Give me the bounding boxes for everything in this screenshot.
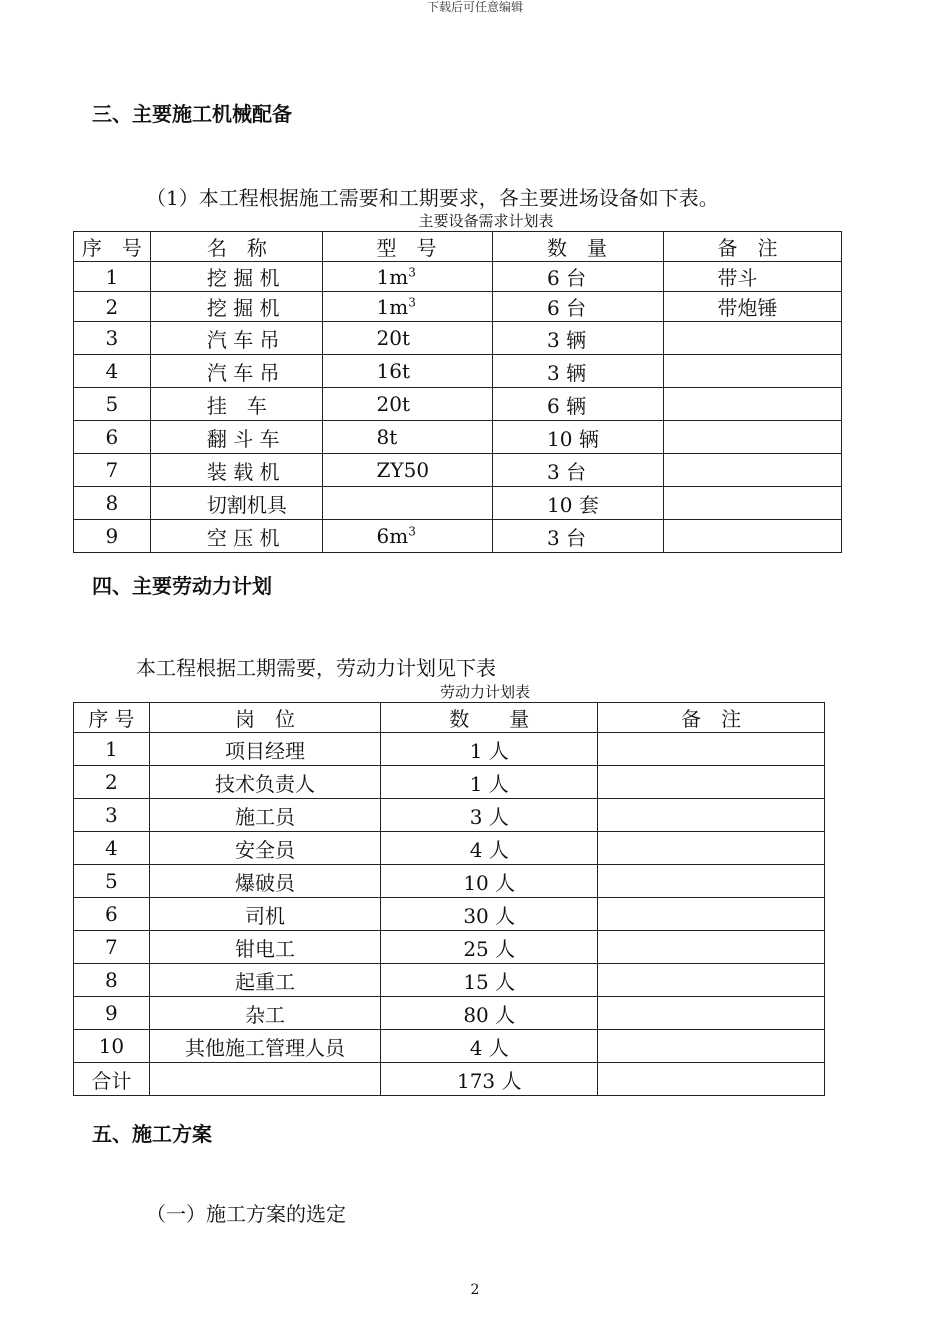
section-5-title: 五、施工方案 bbox=[92, 1122, 212, 1146]
table-row bbox=[74, 997, 825, 1030]
equipment-table-caption: 主要设备需求计划表 bbox=[418, 212, 554, 230]
table-row bbox=[74, 454, 842, 487]
cell-index: 7 bbox=[74, 931, 150, 964]
header-cell-index: 序 号 bbox=[74, 232, 151, 262]
cell-quantity: 3 台 bbox=[493, 454, 664, 487]
cell-index: 4 bbox=[74, 355, 151, 388]
cell-quantity: 30 人 bbox=[381, 898, 598, 931]
cell-index: 8 bbox=[74, 964, 150, 997]
cell-position: 其他施工管理人员 bbox=[149, 1030, 380, 1063]
equipment-table bbox=[73, 231, 842, 553]
table-row bbox=[74, 766, 825, 799]
cell-model: $1m^3$ bbox=[322, 262, 493, 292]
cell-model: 8t bbox=[322, 421, 493, 454]
labor-table bbox=[73, 702, 825, 1096]
section-3-intro: （1）本工程根据施工需要和工期要求，各主要进场设备如下表。 bbox=[146, 186, 719, 210]
header-cell-model: 型 号 bbox=[322, 232, 493, 262]
cell-index: 3 bbox=[74, 322, 151, 355]
header-cell-index: 序 号 bbox=[74, 703, 150, 733]
page-header-note: 下载后可任意编辑 bbox=[426, 0, 523, 14]
table-row bbox=[74, 388, 842, 421]
cell-remarks bbox=[598, 832, 825, 865]
cell-quantity: 4 人 bbox=[381, 832, 598, 865]
header-cell-name: 名 称 bbox=[150, 232, 322, 262]
cell-quantity: 3 辆 bbox=[493, 355, 664, 388]
table-row bbox=[74, 898, 825, 931]
cell-index: 9 bbox=[74, 520, 151, 553]
cell-quantity: 10 套 bbox=[493, 487, 664, 520]
table-row bbox=[74, 865, 825, 898]
cell-name: 切割机具 bbox=[150, 487, 322, 520]
cell-name: 汽 车 吊 bbox=[150, 355, 322, 388]
cell-quantity: 1 人 bbox=[381, 766, 598, 799]
table-header-row bbox=[74, 703, 825, 733]
table-row bbox=[74, 292, 842, 322]
cell-remarks bbox=[663, 421, 841, 454]
cell-index: 6 bbox=[74, 421, 151, 454]
table-row bbox=[74, 832, 825, 865]
table-row bbox=[74, 355, 842, 388]
cell-quantity: 4 人 bbox=[381, 1030, 598, 1063]
cell-index: 4 bbox=[74, 832, 150, 865]
cell-model: 16t bbox=[322, 355, 493, 388]
cell-model: $1m^3$ bbox=[322, 292, 493, 322]
cell-remarks bbox=[598, 1063, 825, 1096]
cell-position bbox=[149, 1063, 380, 1096]
cell-remarks bbox=[598, 766, 825, 799]
cell-name: 汽 车 吊 bbox=[150, 322, 322, 355]
cell-quantity: 25 人 bbox=[381, 931, 598, 964]
cell-position: 杂工 bbox=[149, 997, 380, 1030]
labor-table-caption: 劳动力计划表 bbox=[439, 683, 530, 701]
cell-quantity: 3 台 bbox=[493, 520, 664, 553]
cell-index: 7 bbox=[74, 454, 151, 487]
cell-index: 2 bbox=[74, 766, 150, 799]
cell-remarks: 带斗 bbox=[663, 262, 841, 292]
cell-remarks bbox=[598, 1030, 825, 1063]
header-cell-position: 岗 位 bbox=[149, 703, 380, 733]
table-row bbox=[74, 1030, 825, 1063]
table-row bbox=[74, 931, 825, 964]
cell-index: 10 bbox=[74, 1030, 150, 1063]
cell-remarks bbox=[598, 898, 825, 931]
cell-quantity: 1 人 bbox=[381, 733, 598, 766]
table-row bbox=[74, 520, 842, 553]
cell-position: 安全员 bbox=[149, 832, 380, 865]
cell-remarks bbox=[598, 931, 825, 964]
cell-quantity: 6 辆 bbox=[493, 388, 664, 421]
cell-model: 20t bbox=[322, 388, 493, 421]
cell-name: 空 压 机 bbox=[150, 520, 322, 553]
cell-quantity: 3 人 bbox=[381, 799, 598, 832]
cell-model: 20t bbox=[322, 322, 493, 355]
cell-quantity: 6 台 bbox=[493, 292, 664, 322]
cell-quantity: 15 人 bbox=[381, 964, 598, 997]
cell-position: 司机 bbox=[149, 898, 380, 931]
table-row bbox=[74, 262, 842, 292]
cell-index: 8 bbox=[74, 487, 151, 520]
cell-quantity: 10 辆 bbox=[493, 421, 664, 454]
section-4-title: 四、主要劳动力计划 bbox=[92, 574, 272, 598]
cell-remarks bbox=[663, 520, 841, 553]
cell-name: 挖 掘 机 bbox=[150, 292, 322, 322]
cell-model: ZY50 bbox=[322, 454, 493, 487]
header-cell-remarks: 备 注 bbox=[598, 703, 825, 733]
cell-remarks bbox=[663, 355, 841, 388]
cell-index: 5 bbox=[74, 388, 151, 421]
table-row bbox=[74, 799, 825, 832]
table-row bbox=[74, 421, 842, 454]
cell-index: 1 bbox=[74, 733, 150, 766]
cell-index: 5 bbox=[74, 865, 150, 898]
section-4-intro: 本工程根据工期需要，劳动力计划见下表 bbox=[136, 656, 496, 680]
table-row bbox=[74, 964, 825, 997]
cell-index: 9 bbox=[74, 997, 150, 1030]
header-cell-remarks: 备 注 bbox=[663, 232, 841, 262]
header-cell-quantity: 数 量 bbox=[381, 703, 598, 733]
cell-quantity: 6 台 bbox=[493, 262, 664, 292]
cell-quantity: 3 辆 bbox=[493, 322, 664, 355]
table-row bbox=[74, 322, 842, 355]
cell-index: 2 bbox=[74, 292, 151, 322]
cell-remarks bbox=[663, 322, 841, 355]
cell-name: 挂 车 bbox=[150, 388, 322, 421]
table-header-row bbox=[74, 232, 842, 262]
cell-position: 爆破员 bbox=[149, 865, 380, 898]
cell-remarks bbox=[598, 865, 825, 898]
cell-remarks bbox=[663, 487, 841, 520]
section-5-subtitle: （一）施工方案的选定 bbox=[146, 1202, 346, 1226]
cell-index: 合计 bbox=[74, 1063, 150, 1096]
cell-index: 1 bbox=[74, 262, 151, 292]
cell-remarks bbox=[598, 997, 825, 1030]
cell-remarks bbox=[598, 964, 825, 997]
cell-remarks bbox=[663, 388, 841, 421]
cell-model bbox=[322, 487, 493, 520]
cell-quantity: 10 人 bbox=[381, 865, 598, 898]
cell-position: 项目经理 bbox=[149, 733, 380, 766]
section-3-title: 三、主要施工机械配备 bbox=[92, 102, 292, 126]
cell-name: 翻 斗 车 bbox=[150, 421, 322, 454]
page-number: 2 bbox=[470, 1282, 480, 1298]
cell-index: 6 bbox=[74, 898, 150, 931]
table-row bbox=[74, 733, 825, 766]
cell-position: 技术负责人 bbox=[149, 766, 380, 799]
cell-position: 钳电工 bbox=[149, 931, 380, 964]
cell-quantity: 173 人 bbox=[381, 1063, 598, 1096]
cell-remarks bbox=[598, 799, 825, 832]
cell-name: 挖 掘 机 bbox=[150, 262, 322, 292]
cell-remarks: 带炮锤 bbox=[663, 292, 841, 322]
table-total-row bbox=[74, 1063, 825, 1096]
cell-remarks bbox=[598, 733, 825, 766]
cell-position: 施工员 bbox=[149, 799, 380, 832]
table-row bbox=[74, 487, 842, 520]
cell-name: 装 载 机 bbox=[150, 454, 322, 487]
cell-position: 起重工 bbox=[149, 964, 380, 997]
cell-model: $6m^3$ bbox=[322, 520, 493, 553]
cell-index: 3 bbox=[74, 799, 150, 832]
header-cell-quantity: 数 量 bbox=[493, 232, 664, 262]
cell-quantity: 80 人 bbox=[381, 997, 598, 1030]
cell-remarks bbox=[663, 454, 841, 487]
